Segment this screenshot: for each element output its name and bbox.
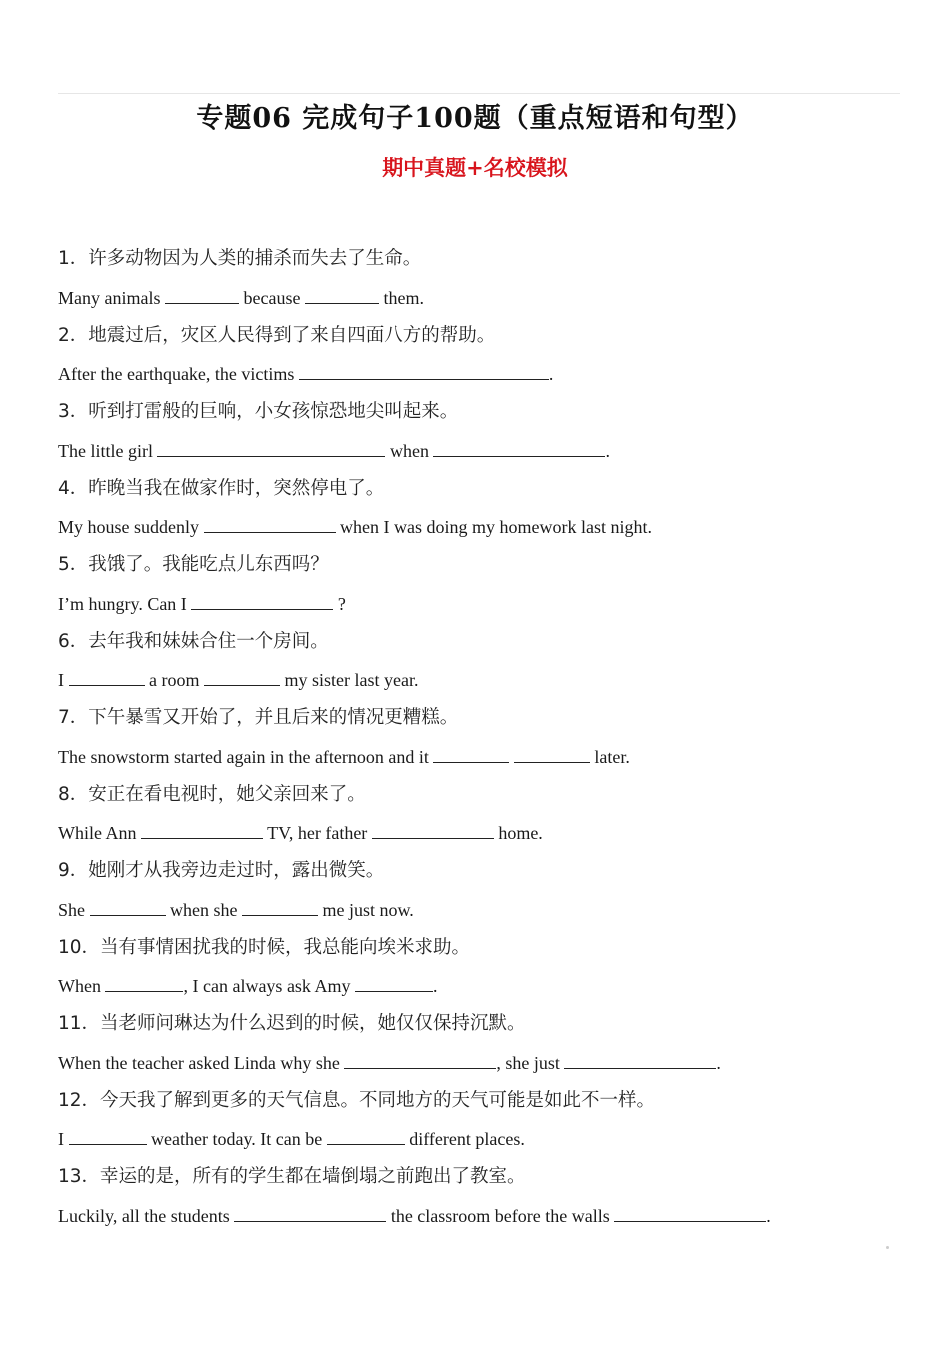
question-sentence-en: After the earthquake, the victims .	[58, 359, 918, 397]
answer-blank[interactable]	[242, 897, 318, 916]
question-item	[58, 1162, 918, 1239]
answer-blank[interactable]	[69, 667, 145, 686]
question-prompt-cn: 9．她刚才从我旁边走过时，露出微笑。	[58, 860, 385, 881]
answer-blank[interactable]	[433, 744, 509, 763]
answer-blank[interactable]	[514, 744, 590, 763]
answer-blank[interactable]	[564, 1050, 716, 1069]
answer-blank[interactable]	[372, 820, 494, 839]
question-sentence-en: The snowstorm started again in the afternoon and it later.	[58, 742, 918, 780]
answer-blank[interactable]	[433, 438, 605, 457]
page-subtitle: 期中真题+名校模拟	[382, 155, 568, 180]
question-prompt-cn: 13．幸运的是，所有的学生都在墙倒塌之前跑出了教室。	[58, 1166, 526, 1187]
page-title: 专题06 完成句子100题（重点短语和句型）	[196, 103, 754, 134]
question-prompt-cn: 8．安正在看电视时，她父亲回来了。	[58, 783, 366, 805]
question-item	[58, 474, 918, 551]
question-sentence-en: When the teacher asked Linda why she , she just .	[58, 1048, 918, 1086]
answer-blank[interactable]	[69, 1126, 147, 1145]
question-prompt-cn: 12．今天我了解到更多的天气信息。不同地方的天气可能是如此不一样。	[58, 1089, 656, 1111]
question-sentence-en: My house suddenly when I was doing my homework last night.	[58, 512, 918, 550]
question-prompt-cn: 3．听到打雷般的巨响，小女孩惊恐地尖叫起来。	[58, 401, 459, 422]
answer-blank[interactable]	[191, 591, 333, 610]
question-sentence-en: I weather today. It can be different places.	[58, 1124, 918, 1162]
answer-blank[interactable]	[204, 514, 336, 533]
question-item	[58, 244, 918, 321]
answer-blank[interactable]	[327, 1126, 405, 1145]
answer-blank[interactable]	[90, 897, 166, 916]
scan-speck	[886, 1246, 889, 1249]
question-prompt-cn: 7．下午暴雪又开始了，并且后来的情况更糟糕。	[58, 707, 459, 728]
question-sentence-en: I’m hungry. Can I ?	[58, 589, 918, 627]
question-item	[58, 397, 918, 474]
question-item	[58, 627, 918, 704]
answer-blank[interactable]	[141, 820, 263, 839]
question-prompt-cn: 5．我饿了。我能吃点儿东西吗？	[58, 554, 329, 575]
answer-blank[interactable]	[165, 285, 239, 304]
answer-blank[interactable]	[344, 1050, 496, 1069]
question-item	[58, 856, 918, 933]
answer-blank[interactable]	[234, 1203, 386, 1222]
answer-blank[interactable]	[105, 973, 183, 992]
question-list	[58, 244, 918, 1239]
question-sentence-en: I a room my sister last year.	[58, 665, 918, 703]
question-prompt-cn: 1．许多动物因为人类的捕杀而失去了生命。	[58, 248, 422, 269]
question-sentence-en: She when she me just now.	[58, 895, 918, 933]
answer-blank[interactable]	[614, 1203, 766, 1222]
question-sentence-en: The little girl when .	[58, 436, 918, 474]
question-item	[58, 550, 918, 627]
question-sentence-en: Many animals because them.	[58, 283, 918, 321]
question-sentence-en: Luckily, all the students the classroom before the walls .	[58, 1201, 918, 1239]
question-item	[58, 1086, 918, 1163]
question-prompt-cn: 4．昨晚当我在做家作时，突然停电了。	[58, 477, 385, 499]
question-item	[58, 1009, 918, 1086]
answer-blank[interactable]	[157, 438, 385, 457]
question-sentence-en: When , I can always ask Amy .	[58, 971, 918, 1009]
question-prompt-cn: 2．地震过后，灾区人民得到了来自四面八方的帮助。	[58, 324, 496, 346]
question-item	[58, 321, 918, 398]
question-sentence-en: While Ann TV, her father home.	[58, 818, 918, 856]
question-item	[58, 933, 918, 1010]
question-prompt-cn: 11．当老师问琳达为什么迟到的时候，她仅仅保持沉默。	[58, 1013, 526, 1034]
answer-blank[interactable]	[355, 973, 433, 992]
answer-blank[interactable]	[305, 285, 379, 304]
answer-blank[interactable]	[204, 667, 280, 686]
question-item	[58, 780, 918, 857]
question-item	[58, 703, 918, 780]
header-rule	[58, 93, 900, 94]
question-prompt-cn: 10．当有事情困扰我的时候，我总能向埃米求助。	[58, 936, 471, 958]
question-prompt-cn: 6．去年我和妹妹合住一个房间。	[58, 630, 329, 652]
answer-blank[interactable]	[299, 361, 549, 380]
